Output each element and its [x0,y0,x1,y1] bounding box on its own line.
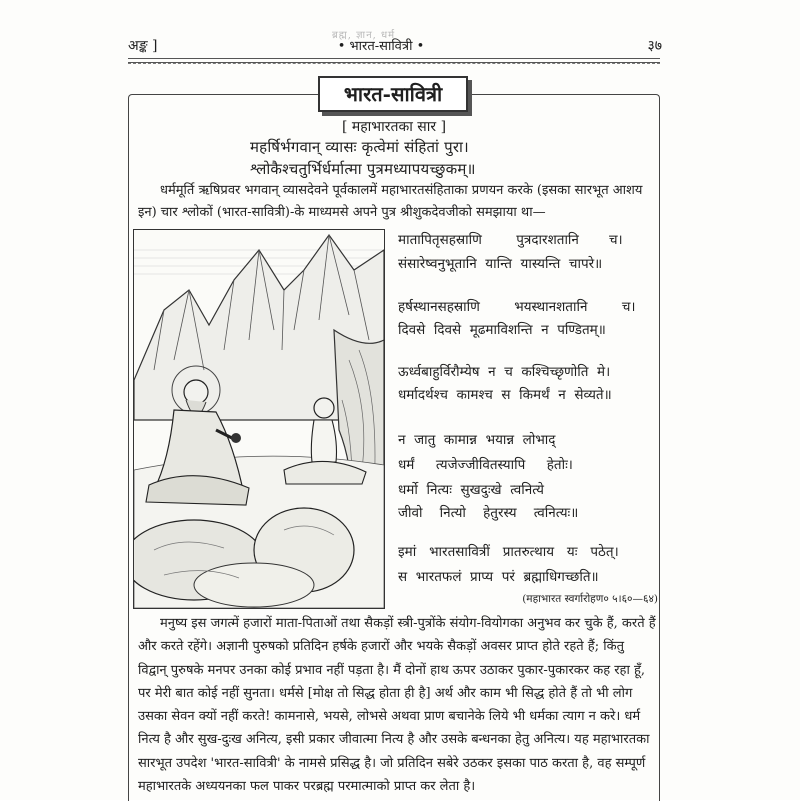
verse-citation: (महाभारत स्वर्गारोहण० ५।६०—६४) [522,593,658,605]
header-dotted-rule [128,63,660,64]
illustration-svg [134,230,384,608]
verse-line-11: इमां भारतसावित्रीं प्रातरुत्थाय यः पठेत्। [398,544,619,560]
explanation-paragraph: मनुष्य इस जगत्में हजारों माता-पिताओं तथा सैकड़ों स्त्री-पुत्रोंके संयोग-वियोगका अनुभव कर चुके हैं, करते हैं और करते रहेंगे। अज्ञानी पुरुषको प्रतिदिन हर्षके हजारों और भयके सैकड़ों अवसर प्राप्त होते रहते हैं; किंतु विद्वान् पुरुषके मनपर उनका कोई प्रभाव नहीं पड़ता है। मैं दोनों हाथ ऊपर उठाकर पुकार-पुकारकर कह रहा हूँ, पर मेरी बात कोई नहीं सुनता। धर्मसे [मोक्ष तो सिद्ध होता ही है] अर्थ और काम भी सिद्ध होते हैं तो भी लोग उसका सेवन क्यों नहीं करते! कामनासे, भयसे, लोभसे अथवा प्राण बचानेके लिये भी धर्मका त्याग न करे। धर्म नित्य है और सुख-दुःख अनित्य, इसी प्रकार जीवात्मा नित्य है और उसके बन्धनका हेतु अनित्य। यह महाभारतका सारभूत उपदेश 'भारत-सावित्री' के नामसे प्रसिद्ध है। जो प्रतिदिन सबेरे उठकर इसका पाठ करता है, वह सम्पूर्ण महाभारतके अध्ययनका फल पाकर परब्रह्म परमात्माको प्राप्त कर लेता है। [138,616,656,795]
verse-line-9: धर्मो नित्यः सुखदुःखे त्वनित्ये [398,482,545,498]
verse-line-6: धर्मादर्थश्च कामश्च स किमर्थं न सेव्यते॥ [398,387,612,403]
verse-line-4: दिवसे दिवसे मूढमाविशन्ति न पण्डितम्॥ [398,322,606,338]
page-header-title: • भारत-सावित्री • [337,39,425,54]
verse-line-12: स भारतफलं प्राप्य परं ब्रह्माधिगच्छति॥ [398,569,599,585]
vyasa-teaching-shuka-illustration [133,229,385,609]
article-title: भारत-सावित्री [318,76,468,112]
verse-line-7: न जातु कामान्न भयान्न लोभाद् [398,432,556,448]
verse-line-3: हर्षस्थानसहस्राणि भयस्थानशतानि च। [398,299,636,315]
verse-line-2: संसारेष्वनुभूतानि यान्ति यास्यन्ति चापरे॥ [398,256,603,272]
intro-paragraph: धर्ममूर्ति ऋषिप्रवर भगवान् व्यासदेवने पूर्वकालमें महाभारतसंहिताका प्रणयन करके (इसका सारभूत आशय इन) चार श्लोकों (भारत-सावित्री)-के माध्यमसे अपने पुत्र श्रीशुकदेवजीको समझाया था— [138,183,643,220]
article-subtitle: [ महाभारतका सार ] [341,119,447,135]
verse-line-5: ऊर्ध्वबाहुर्विरौम्येष न च कश्चिच्छृणोति मे। [398,364,611,380]
verse-line-8: धर्मं त्यजेज्जीवितस्यापि हेतोः। [398,457,573,473]
bleed-through-text: ब्रह्म, ज्ञान, धर्म [332,30,396,41]
page-number: ३७ [647,38,662,54]
page-header-left: अङ्क ] [128,38,158,54]
verse-line-10: जीवो नित्यो हेतुरस्य त्वनित्यः॥ [398,505,579,521]
intro-sloka-line-1: महर्षिर्भगवान् व्यासः कृत्वेमां संहितां पुरा। [250,138,469,156]
verse-line-1: मातापितृसहस्राणि पुत्रदारशतानि च। [398,232,623,248]
intro-sloka-line-2: श्लोकैश्चतुर्भिर्धर्मात्मा पुत्रमध्यापयच्छुकम्॥ [250,160,476,178]
